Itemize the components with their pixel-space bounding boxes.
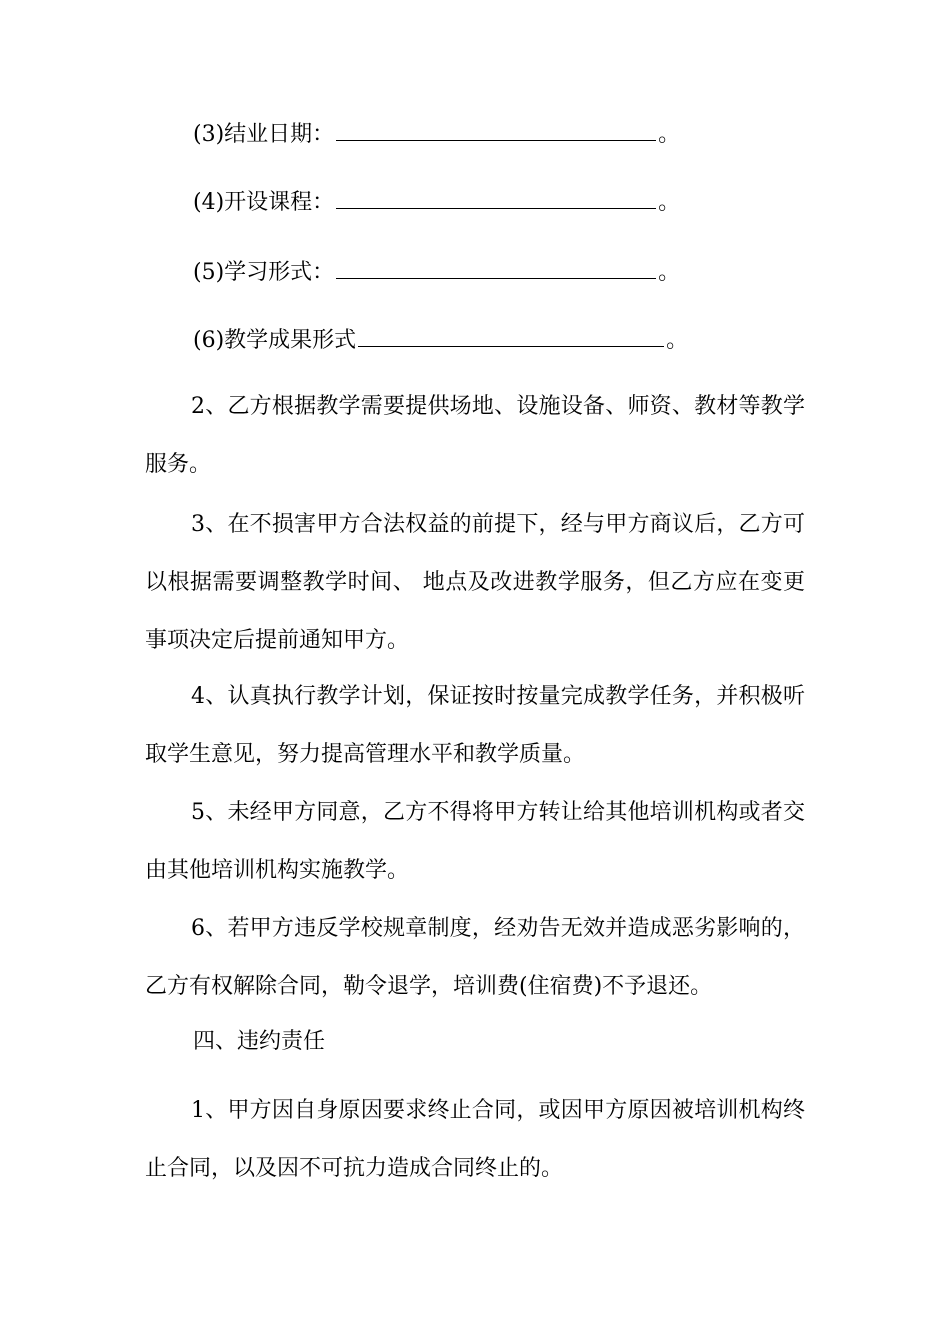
paragraph-4: 4、认真执行教学计划，保证按时按量完成教学任务，并积极听取学生意见，努力提高管理水平和教学质量。 <box>145 684 805 767</box>
section-heading: 四、违约责任 <box>193 1029 326 1054</box>
fill-blank <box>336 256 656 279</box>
fill-blank <box>358 324 664 347</box>
field-label: (4)开设课程： <box>193 190 335 215</box>
field-label: (5)学习形式： <box>193 260 335 285</box>
field-end: 。 <box>666 328 689 353</box>
paragraph-breach-1: 1、甲方因自身原因要求终止合同，或因甲方原因被培训机构终止合同，以及因不可抗力造成合同终止的。 <box>145 1098 805 1181</box>
paragraph-3: 3、在不损害甲方合法权益的前提下，经与甲方商议后，乙方可以根据需要调整教学时间、 地点及改进教学服务，但乙方应在变更事项决定后提前通知甲方。 <box>145 512 805 653</box>
paragraph-6: 6、若甲方违反学校规章制度，经劝告无效并造成恶劣影响的，乙方有权解除合同，勒令退学，培训费(住宿费)不予退还。 <box>145 916 805 999</box>
field-study-form <box>193 256 680 289</box>
field-courses <box>193 186 680 219</box>
field-end: 。 <box>658 190 681 215</box>
field-end: 。 <box>658 122 681 147</box>
field-label: (6)教学成果形式 <box>193 328 357 353</box>
paragraph-2: 2、乙方根据教学需要提供场地、设施设备、师资、教材等教学服务。 <box>145 394 805 477</box>
field-label: (3)结业日期： <box>193 122 335 147</box>
paragraph-5: 5、未经甲方同意，乙方不得将甲方转让给其他培训机构或者交由其他培训机构实施教学。 <box>145 800 805 883</box>
field-completion-date <box>193 118 680 151</box>
fill-blank <box>336 186 656 209</box>
fill-blank <box>336 118 656 141</box>
field-outcome-form <box>193 324 688 357</box>
field-end: 。 <box>658 260 681 285</box>
